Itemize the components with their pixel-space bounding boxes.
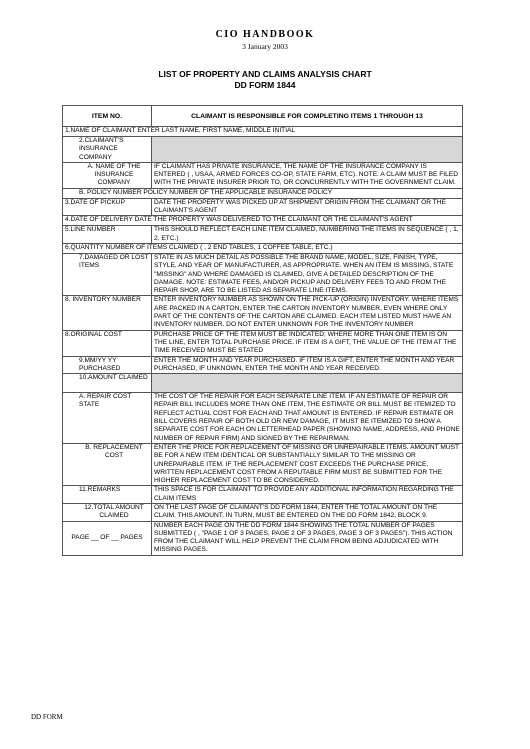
row-item-label: PAGE __ OF __ PAGES bbox=[63, 521, 152, 555]
table-row bbox=[63, 296, 463, 330]
row-item-label: B. REPLACEMENT COST bbox=[63, 443, 152, 485]
row-item-label: 8.ORIGINAL COST bbox=[63, 330, 152, 356]
row-description: ENTER INVENTORY NUMBER AS SHOWN ON THE PICK-UP (ORIGIN) INVENTORY. WHERE ITEMS ARE PACKED IN A CARTON, ENTER THE CARTON INVENTORY NUMBER, EVEN WHERE ONLY PART OF THE CONTENTS OF THE CARTON ARE CLAIMED. EACH ITEM LISTED MUST HAVE AN INVENTORY NUMBER. DO NOT ENTER UNKNOWN FOR THE INVENTORY NUMBER bbox=[152, 296, 463, 330]
table-row bbox=[63, 443, 463, 485]
row-item-label: 7.DAMAGED OR LOST ITEMS bbox=[63, 253, 152, 295]
document-date: 3 January 2003 bbox=[242, 42, 288, 51]
row-item-label: 1.NAME OF CLAIMANT ENTER LAST NAME, FIRST NAME, MIDDLE INITIAL bbox=[63, 127, 463, 137]
row-description: ENTER THE PRICE FOR REPLACEMENT OF MISSING OR UNREPAIRABLE ITEMS. AMOUNT MUST BE FOR A NEW ITEM IDENTICAL OR SUBSTANTIALLY SIMILAR TO THE MISSING OR UNREPAIRABLE ITEM. IF THE REPLACEMENT COST EXCEEDS THE PURCHASE PRICE, WRITTEN REPLACEMENT COST FROM A REPUTABLE FIRM MUST BE SUBMITTED FOR THE HIGHER REPLACEMENT COST TO BE CONSIDERED. bbox=[152, 443, 463, 485]
row-description: THE COST OF THE REPAIR FOR EACH SEPARATE LINE ITEM. IF AN ESTIMATE OF REPAIR OR REPAIR BILL INCLUDES MORE THAN ONE ITEM, THE ESTIMATE OR BILL MUST BE ITEMIZED TO REFLECT ACTUAL COST FOR EACH AND THAT AMOUNT IS ENTERED. IF REPAIR ESTIMATE OR BILL COVERS REPAIR OF BOTH OLD OR NEW DAMAGE, IT MUST BE ITEMIZED TO SHOW A SEPARATE COST FOR EACH ON LETTERHEAD PAPER (SHOWING NAME, ADDRESS, AND PHONE NUMBER OF REPAIR FIRM) AND SIGNED BY THE REPAIRMAN. bbox=[152, 393, 463, 444]
table-row bbox=[63, 356, 463, 374]
table-row bbox=[63, 188, 463, 198]
table-row bbox=[63, 127, 463, 137]
row-item-label: 6.QUANTITY NUMBER OF ITEMS CLAIMED ( , 2 END TABLES, 1 COFFEE TABLE, ETC.) bbox=[63, 243, 463, 253]
row-description: THIS SHOULD REFLECT EACH LINE ITEM CLAIMED, NUMBERING THE ITEMS IN SEQUENCE ( , 1, 2, ETC.) bbox=[152, 226, 463, 244]
table-row bbox=[63, 393, 463, 444]
row-description: IF CLAIMANT HAS PRIVATE INSURANCE, THE NAME OF THE INSURANCE COMPANY IS ENTERED ( , USAA, ARMED FORCES CO-OP, STATE FARM, ETC). NOTE: A CLAIM MUST BE FILED WITH THE PRIVATE INSURER PRIOR TO, OR CONCURRENTLY WITH THE GOVERNMENT CLAIM. bbox=[152, 162, 463, 188]
table-row bbox=[63, 374, 463, 393]
table-row bbox=[63, 226, 463, 244]
row-description bbox=[152, 374, 463, 393]
row-item-label: A. NAME OF THE INSURANCE COMPANY bbox=[63, 162, 152, 188]
row-description: ENTER THE MONTH AND YEAR PURCHASED. IF ITEM IS A GIFT, ENTER THE MONTH AND YEAR PURCHASED, IF UNKNOWN, ENTER THE MONTH AND YEAR RECEIVED. bbox=[152, 356, 463, 374]
row-item-label: 12.TOTAL AMOUNT CLAIMED bbox=[63, 503, 152, 521]
row-item-label: 11.REMARKS bbox=[63, 486, 152, 504]
row-item-label: 2.CLAIMANT'S INSURANCE COMPANY bbox=[63, 137, 152, 163]
footer-form-label: DD FORM bbox=[31, 713, 63, 721]
row-description: NUMBER EACH PAGE ON THE DD FORM 1844 SHOWING THE TOTAL NUMBER OF PAGES SUBMITTED ( , "PAGE 1 OF 3 PAGES, PAGE 2 OF 3 PAGES, PAGE 3 OF 3 PAGES"). THIS ACTION FROM THE CLAIMANT WILL HELP PREVENT THE CLAIM FROM BEING ADJUDICATED WITH MISSING PAGES. bbox=[152, 521, 463, 555]
table-row bbox=[63, 216, 463, 226]
table-row bbox=[63, 486, 463, 504]
table-row bbox=[63, 521, 463, 555]
table-row bbox=[63, 253, 463, 295]
row-description bbox=[152, 137, 463, 163]
row-item-label: 8. INVENTORY NUMBER bbox=[63, 296, 152, 330]
form-name: DD FORM 1844 bbox=[234, 80, 296, 90]
row-item-label: B. POLICY NUMBER POLICY NUMBER OF THE APPLICABLE INSURANCE POLICY bbox=[63, 188, 463, 198]
row-description: THIS SPACE IS FOR CLAIMANT TO PROVIDE ANY ADDITIONAL INFORMATION REGARDING THE CLAIM ITEMS bbox=[152, 486, 463, 504]
row-item-label: 5.LINE NUMBER bbox=[63, 226, 152, 244]
row-description: STATE IN AS MUCH DETAIL AS POSSIBLE THE BRAND NAME, MODEL, SIZE, FINISH, TYPE, STYLE, AND YEAR OF MANUFACTURER, AS APPROPRIATE. WHEN AN ITEM IS MISSING, STATE "MISSING" AND WHERE DAMAGED IS CLAIMED, GIVE A DETAILED DESCRIPTION OF THE DAMAGE. NOTE: ESTIMATE FEES, AND/OR PICKUP AND DELIVERY FEES TO AND FROM THE REPAIR SHOP, ARE TO BE LISTED AS SEPARATE LINE ITEMS. bbox=[152, 253, 463, 295]
row-item-label: 9.MM/YY YY PURCHASED bbox=[63, 356, 152, 374]
column-header-responsibility: CLAIMANT IS RESPONSIBLE FOR COMPLETING ITEMS 1 THROUGH 13 bbox=[152, 106, 463, 127]
table-row bbox=[63, 137, 463, 163]
row-item-label: 3.DATE OF PICKUP bbox=[63, 198, 152, 216]
row-item-label: 4.DATE OF DELIVERY DATE THE PROPERTY WAS DELIVERED TO THE CLAIMANT OR THE CLAIMANT'S AGENT bbox=[63, 216, 463, 226]
table-row bbox=[63, 503, 463, 521]
row-description: PURCHASE PRICE OF THE ITEM MUST BE INDICATED; WHERE MORE THAN ONE ITEM IS ON THE LINE, ENTER TOTAL PURCHASE PRICE. IF ITEM IS A GIFT, THE VALUE OF THE ITEM AT THE TIME RECEIVED MUST BE STATED bbox=[152, 330, 463, 356]
table-row bbox=[63, 162, 463, 188]
row-item-label: 10.AMOUNT CLAIMED bbox=[63, 374, 152, 393]
table-row bbox=[63, 198, 463, 216]
row-description: DATE THE PROPERTY WAS PICKED UP AT SHIPMENT ORIGIN FROM THE CLAIMANT OR THE CLAIMANT'S AGENT bbox=[152, 198, 463, 216]
table-header-row bbox=[63, 106, 463, 127]
claims-analysis-table bbox=[62, 105, 463, 556]
row-description: ON THE LAST PAGE OF CLAIMANT'S DD FORM 1844, ENTER THE TOTAL AMOUNT ON THE CLAIM. THIS AMOUNT, IN TURN, MUST BE ENTERED ON THE DD FORM 1842, BLOCK 9. bbox=[152, 503, 463, 521]
row-item-label: A. REPAIR COST STATE bbox=[63, 393, 152, 444]
table-row bbox=[63, 330, 463, 356]
handbook-title: CIO HANDBOOK bbox=[215, 29, 315, 40]
document-title: LIST OF PROPERTY AND CLAIMS ANALYSIS CHART bbox=[158, 69, 372, 79]
column-header-item-no: ITEM NO. bbox=[63, 106, 152, 127]
table-row bbox=[63, 243, 463, 253]
